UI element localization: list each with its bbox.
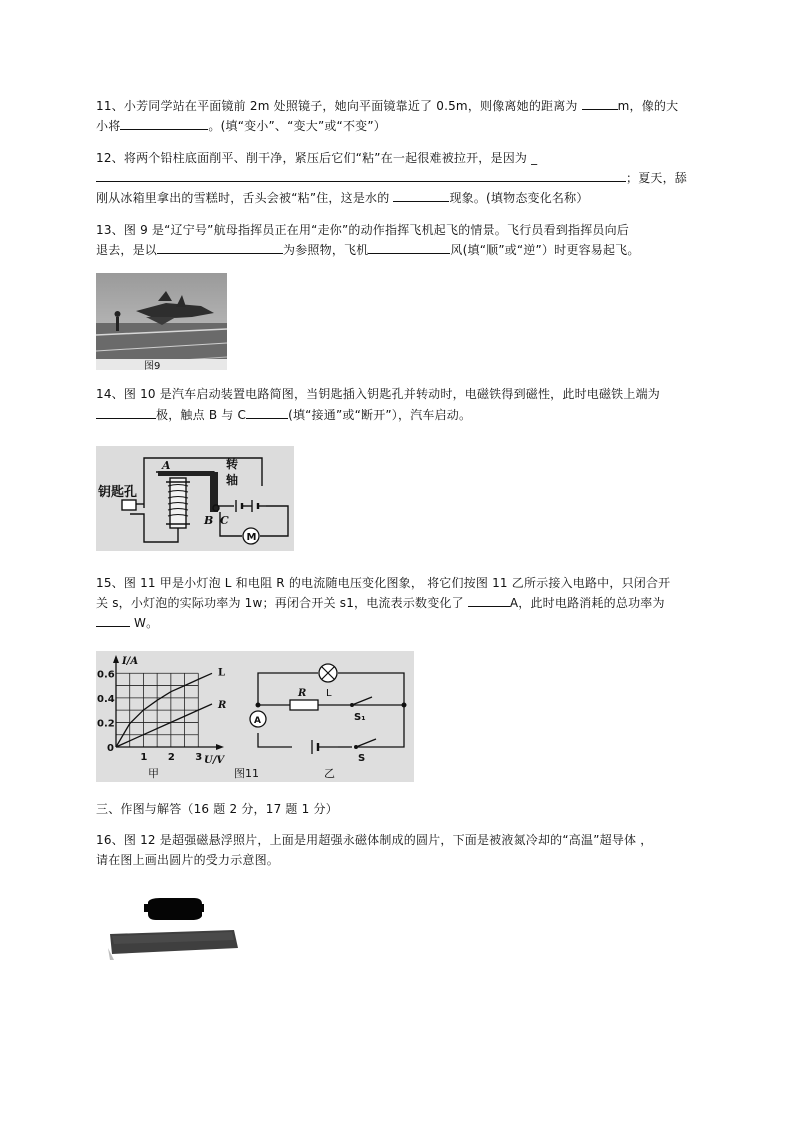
figure-9-caption: 图9 <box>144 361 161 370</box>
q14-blank-pole[interactable] <box>96 405 156 419</box>
q11-text-1: 11、小芳同学站在平面镜前 2m 处照镜子，她向平面镜靠近了 0.5m，则像离她的距离为 <box>96 99 582 113</box>
q14-text-3: (填“接通”或“断开”），汽车启动。 <box>288 408 472 422</box>
electromagnet-circuit-diagram <box>96 446 294 551</box>
point-a-label: A <box>162 459 171 472</box>
y-tick-label: 0.2 <box>97 718 115 730</box>
q11-line-1 <box>96 96 696 116</box>
q13-line-2 <box>96 240 696 260</box>
q12-blank-reason[interactable] <box>96 168 626 182</box>
q14-line-1 <box>96 384 696 404</box>
series-label-R: R <box>218 700 227 711</box>
q15-line-1 <box>96 573 696 593</box>
q15-blank-current[interactable] <box>468 593 510 607</box>
q12-text-2: ；夏天，舔 <box>626 171 688 185</box>
q11-text-4: 。(填“变小”、“变大”或“不变”） <box>208 119 386 133</box>
q14-text-2: 极，触点 B 与 C <box>156 408 247 422</box>
maglev-photo-image <box>104 888 244 966</box>
q11-blank-size[interactable] <box>120 116 208 130</box>
q15-line-3 <box>96 613 696 633</box>
y-tick-label: 0.4 <box>97 693 115 705</box>
figure-11-caption: 图11 <box>234 767 259 780</box>
figure-10-circuit <box>96 446 294 551</box>
q16-text-1: 16、图 12 是超强磁悬浮照片，上面是用超强永磁体制成的圆片，下面是被液氮冷却的“高温”超导体 ， <box>96 833 653 847</box>
q15-line-2 <box>96 593 696 613</box>
x-axis-arrow <box>216 744 224 750</box>
section-3-heading <box>96 799 696 819</box>
q12-line-3 <box>96 188 696 208</box>
point-b-label: B <box>204 514 214 527</box>
q16-line-2 <box>96 850 696 870</box>
q13-blank-wind[interactable] <box>368 240 450 254</box>
section-3-heading-text: 三、作图与解答（16 题 2 分，17 题 1 分） <box>96 802 338 816</box>
figure-9-photo <box>96 273 227 370</box>
magnet-disc <box>148 898 202 920</box>
figure-11-svg <box>96 651 414 782</box>
q14-line-2 <box>96 405 696 425</box>
q15-text-3: A，此时电路消耗的总功率为 <box>509 596 665 610</box>
q15-blank-power[interactable] <box>96 613 130 627</box>
q13-line-1 <box>96 220 696 240</box>
x-tick-label: 3 <box>195 752 203 763</box>
keyhole-label: 钥匙孔 <box>98 485 138 500</box>
figure-12-photo <box>104 888 244 966</box>
q13-blank-reference[interactable] <box>157 240 283 254</box>
q15-text-2: 关 s，小灯泡的实际功率为 1w；再闭合开关 s1，电流表示数变化了 <box>96 596 468 610</box>
carrier-photo-image <box>96 273 227 370</box>
q13-text-4: 风(填“顺”或“逆”）时更容易起飞。 <box>450 243 640 257</box>
q11-line-2 <box>96 116 696 136</box>
circuit-b <box>258 673 404 754</box>
q12-text-3: 刚从冰箱里拿出的雪糕时，舌头会被“粘”住，这是水的 <box>96 191 394 205</box>
chart-x-axis-label: U/V <box>204 755 225 766</box>
q13-text-3: 为参照物，飞机 <box>283 243 369 257</box>
y-tick-label: 0 <box>107 743 114 754</box>
ammeter-label: A <box>254 716 261 726</box>
q12-line-2 <box>96 168 696 188</box>
switch-s1-label: S₁ <box>354 712 366 723</box>
q15-text-1: 15、图 11 甲是小灯泡 L 和电阻 R 的电流随电压变化图象， 将它们按图 11 乙所示接入电路中，只闭合开 <box>96 576 671 590</box>
axis-label-1: 转 <box>226 457 239 471</box>
chart-ticks <box>97 669 202 763</box>
lamp-label: L <box>326 688 332 699</box>
y-axis-arrow <box>113 655 119 663</box>
resistor-label: R <box>298 688 307 699</box>
series-label-L: L <box>218 667 226 679</box>
point-c-label: C <box>220 514 229 527</box>
axis-label-2: 轴 <box>226 473 239 487</box>
q11-text-2: m，像的大 <box>617 99 679 113</box>
q16-text-2: 请在图上画出圆片的受力示意图。 <box>96 853 280 867</box>
q14-text-1: 14、图 10 是汽车启动装置电路简图，当钥匙插入钥匙孔并转动时，电磁铁得到磁性，此时电磁铁上端为 <box>96 387 660 401</box>
panel-a-label: 甲 <box>148 767 159 780</box>
q11-blank-distance[interactable] <box>582 96 618 110</box>
motor-label: M <box>246 532 257 543</box>
switch-s-label: S <box>358 753 366 764</box>
x-tick-label: 2 <box>167 752 175 763</box>
q12-blank-phase-change[interactable] <box>393 188 449 202</box>
q16-line-1 <box>96 830 696 850</box>
q15-text-4: W。 <box>130 616 159 630</box>
q13-text-2: 退去，是以 <box>96 243 158 257</box>
chart-y-axis-label: I/A <box>122 656 139 667</box>
q11-text-3: 小将 <box>96 119 121 133</box>
q13-text-1: 13、图 9 是“辽宁号”航母指挥员正在用“走你”的动作指挥飞机起飞的情景。飞行员看到指挥员向后 <box>96 223 630 237</box>
y-tick-label: 0.6 <box>97 669 115 681</box>
q12-text-1: 12、将两个铅柱底面削平、削干净，紧压后它们“粘”在一起很难被拉开，是因为 _ <box>96 151 538 165</box>
q12-line-1 <box>96 148 696 168</box>
figure-11 <box>96 651 414 782</box>
q14-blank-contact[interactable] <box>246 405 288 419</box>
q12-text-4: 现象。(填物态变化名称） <box>449 191 589 205</box>
panel-b-label: 乙 <box>324 767 335 780</box>
x-tick-label: 1 <box>140 752 148 763</box>
